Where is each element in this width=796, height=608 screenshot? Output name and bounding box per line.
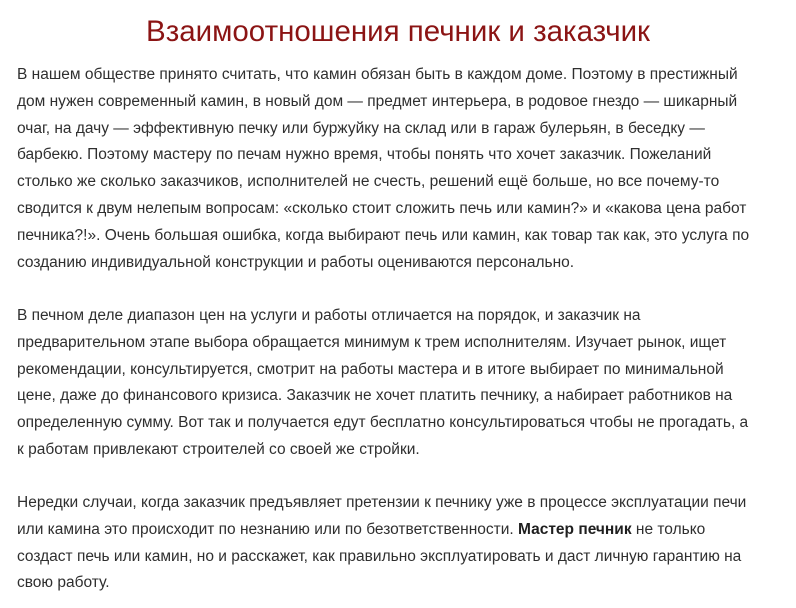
text-line: сводится к двум нелепым вопросам: «сколько стоит сложить печь или камин?» и «какова цена работ xyxy=(17,199,747,217)
paragraph-master-guarantee xyxy=(17,490,787,597)
page-title: Взаимоотношения печник и заказчик xyxy=(146,15,650,48)
text-run: или камина это происходит по незнанию или по безответственности. xyxy=(17,520,518,538)
text-line: создаст печь или камин, но и расскажет, как правильно эксплуатировать и даст личную гарантию на xyxy=(17,547,742,565)
text-line: В печном деле диапазон цен на услуги и работы отличается на порядок, и заказчик на xyxy=(17,307,641,324)
text-line: цене, даже до финансового кризиса. Заказчик не хочет платить печнику, а набирает работников на xyxy=(17,387,733,405)
text-line: барбекю. Поэтому мастеру по печам нужно время, чтобы понять что хочет заказчик. Пожеланий xyxy=(17,146,712,164)
text-line xyxy=(17,517,787,544)
text-line: столько же сколько заказчиков, исполнителей не счесть, решений ещё больше, но все почему-то xyxy=(17,173,720,191)
text-line: Нередки случаи, когда заказчик предъявляет претензии к печнику уже в процессе эксплуатации печи xyxy=(17,494,747,511)
paragraph-fireplace-demand xyxy=(17,62,787,276)
bold-term-master-pechnik: Мастер печник xyxy=(518,520,632,538)
text-line: к работам привлекают строителей со своей же стройки. xyxy=(17,440,420,458)
paragraph-price-range xyxy=(17,303,787,464)
text-line: дом нужен современный камин, в новый дом — предмет интерьера, в родовое гнездо — шикарный xyxy=(17,92,738,110)
text-line: созданию индивидуальной конструкции и работы оцениваются персонально. xyxy=(17,253,575,271)
text-line: свою работу. xyxy=(17,574,110,592)
text-line: В нашем обществе принято считать, что камин обязан быть в каждом доме. Поэтому в престижный xyxy=(17,66,738,83)
text-line: рекомендации, консультируется, смотрит на работы мастера и в итоге выбирает по минимальной xyxy=(17,360,724,378)
text-line: определенную сумму. Вот так и получается едут бесплатно консультироваться чтобы не прогадать, а xyxy=(17,414,749,432)
text-line: печника?!». Очень большая ошибка, когда выбирают печь или камин, как товар так как, это услуга по xyxy=(17,226,750,244)
text-line: очаг, на дачу — эффективную печку или буржуйку на склад или в гараж булерьян, в беседку — xyxy=(17,119,705,137)
text-run: не только xyxy=(631,520,706,538)
text-line: предварительном этапе выбора обращается минимум к трем исполнителям. Изучает рынок, ищет xyxy=(17,333,727,351)
